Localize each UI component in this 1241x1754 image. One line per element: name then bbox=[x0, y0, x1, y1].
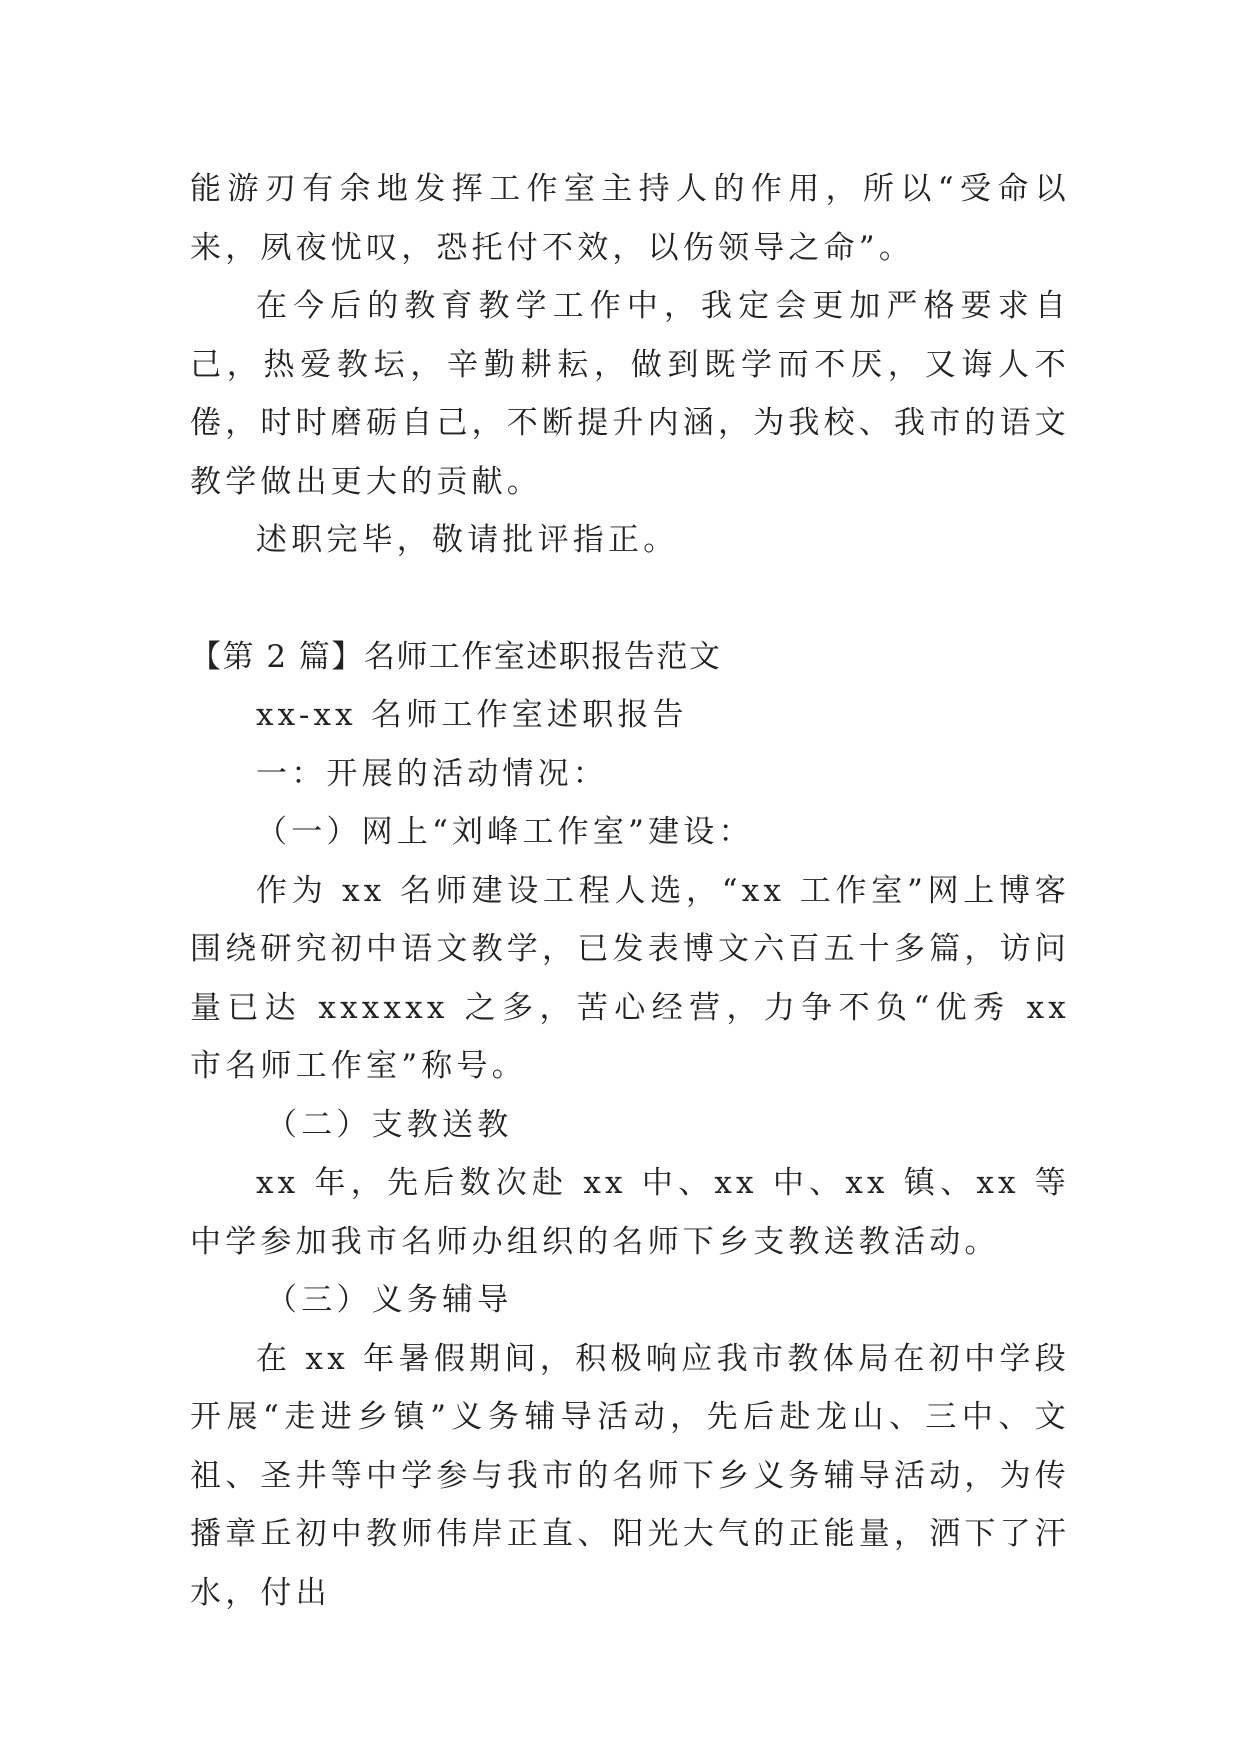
section-title-activities: 一：开展的活动情况： bbox=[256, 755, 608, 792]
paragraph-continuation: 能游刃有余地发挥工作室主持人的作用，所以“受命以来，夙夜忧叹，恐托付不效，以伤领导之命”。 bbox=[190, 171, 1070, 266]
paragraph-closing: 述职完毕，敬请批评指正。 bbox=[256, 522, 679, 558]
item-title-volunteer-tutoring: （三）义务辅导 bbox=[266, 1282, 513, 1318]
section-gap bbox=[190, 570, 1070, 628]
paragraph-teaching-support: xx 年，先后数次赴 xx 中、xx 中、xx 镇、xx 等中学参加我市名师办组织的名师下乡支教送教活动。 bbox=[190, 1165, 1070, 1260]
report-title: xx-xx 名师工作室述职报告 bbox=[256, 697, 688, 733]
article-heading: 【第 2 篇】名师工作室述职报告范文 bbox=[190, 638, 722, 675]
paragraph-volunteer-tutoring: 在 xx 年暑假期间，积极响应我市教体局在初中学段开展“走进乡镇”义务辅导活动，先后赴龙山、三中、文祖、圣井等中学参与我市的名师下乡义务辅导活动，为传播章丘初中教师伟岸正直、阳光大气的正能量，洒下了汗水，付出 bbox=[190, 1340, 1070, 1611]
paragraph-future-work: 在今后的教育教学工作中，我定会更加严格要求自己，热爱教坛，辛勤耕耘，做到既学而不厌，又诲人不倦，时时磨砺自己，不断提升内涵，为我校、我市的语文教学做出更大的贡献。 bbox=[190, 288, 1070, 500]
item-title-online-studio: （一）网上“刘峰工作室”建设： bbox=[256, 814, 754, 850]
document-page bbox=[190, 160, 1070, 1622]
paragraph-online-studio: 作为 xx 名师建设工程人选，“xx 工作室”网上博客围绕研究初中语文教学，已发表博文六百五十多篇，访问量已达 xxxxxx 之多，苦心经营，力争不负“优秀 xx 市名师工作室”称号。 bbox=[190, 872, 1070, 1084]
item-title-teaching-support: （二）支教送教 bbox=[266, 1106, 513, 1143]
